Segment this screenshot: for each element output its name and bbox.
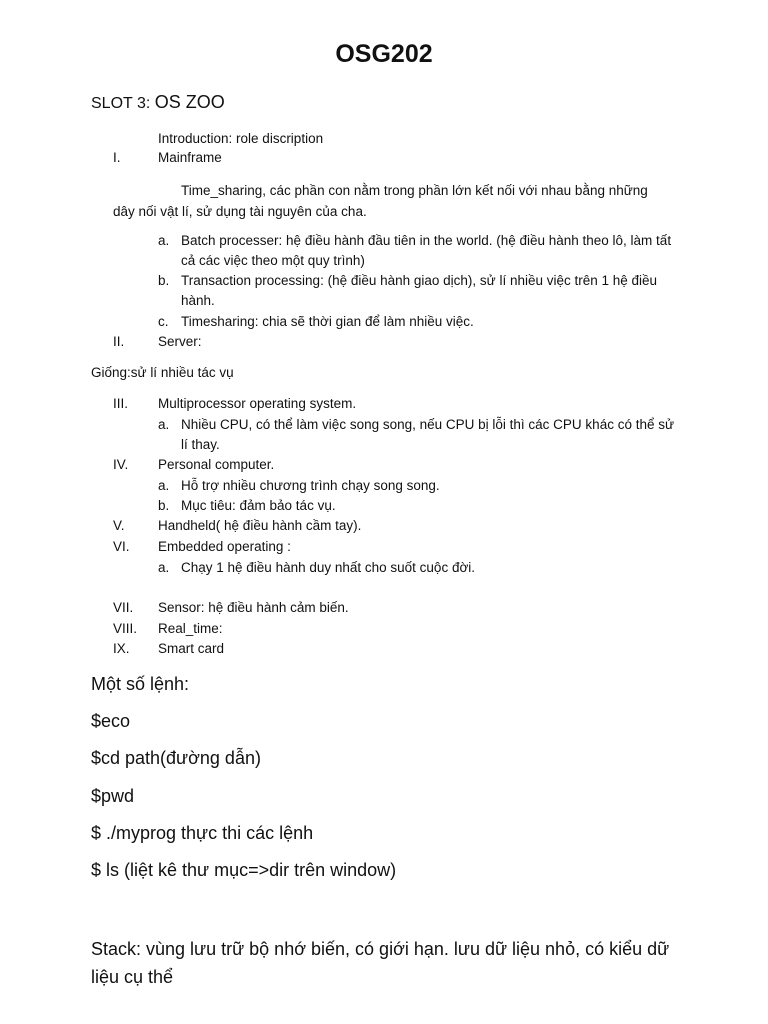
section-6-label: Embedded operating : [158, 539, 291, 554]
item-6a-letter: a. [158, 560, 170, 575]
item-1a-text: Batch processer: hệ điều hành đầu tiên in the world. (hệ điều hành theo lô, làm tất cả các việc theo một quy trình) [181, 233, 672, 268]
section-4-number: IV. [113, 457, 129, 472]
timesharing-paragraph: Time_sharing, các phần con nằm trong phần lớn kết nối với nhau bằng những dây nối vật lí, sử dụng tài nguyên của cha. [113, 183, 648, 219]
section-3-label: Multiprocessor operating system. [158, 396, 357, 411]
section-2-number: II. [113, 334, 125, 349]
command-line: $pwd [91, 786, 135, 806]
item-1b-letter: b. [158, 273, 170, 288]
intro-line: Introduction: role discription [158, 131, 324, 146]
item-6a-text: Chạy 1 hệ điều hành duy nhất cho suốt cuộc đời. [181, 560, 476, 575]
section-8-number: VIII. [113, 621, 138, 636]
section-8-label: Real_time: [158, 621, 223, 636]
document-title: OSG202 [335, 40, 433, 68]
slot-prefix: SLOT 3: [91, 95, 155, 112]
section-9-number: IX. [113, 641, 130, 656]
item-1b-text: Transaction processing: (hệ điều hành giao dịch), sử lí nhiều việc trên 1 hệ điều hành. [181, 273, 658, 308]
section-1-label: Mainframe [158, 150, 222, 165]
item-3a-letter: a. [158, 417, 170, 432]
slot-name: OS ZOO [154, 92, 225, 112]
stack-paragraph: Stack: vùng lưu trữ bộ nhớ biến, có giới hạn. lưu dữ liệu nhỏ, có kiểu dữ liệu cụ thể [91, 939, 670, 987]
command-line: $ ls (liệt kê thư mục=>dir trên window) [91, 860, 397, 880]
item-1a-letter: a. [158, 233, 170, 248]
section-7-label: Sensor: hệ điều hành cảm biến. [158, 600, 349, 615]
section-3-number: III. [113, 396, 129, 411]
section-9-label: Smart card [158, 641, 225, 656]
item-1c-letter: c. [158, 314, 169, 329]
section-5-number: V. [113, 518, 125, 533]
slot-heading [91, 92, 225, 113]
item-4b-letter: b. [158, 498, 170, 513]
section-7-number: VII. [113, 600, 134, 615]
command-line: $cd path(đường dẫn) [91, 748, 261, 768]
command-line: $eco [91, 711, 131, 731]
section-2-label: Server: [158, 334, 202, 349]
item-4a-text: Hỗ trợ nhiều chương trình chạy song song. [181, 478, 440, 493]
item-4b-text: Mục tiêu: đảm bảo tác vụ. [181, 498, 336, 513]
item-1c-text: Timesharing: chia sẽ thời gian để làm nhiều việc. [181, 314, 474, 329]
command-line: $ ./myprog thực thi các lệnh [91, 823, 314, 843]
commands-heading: Một số lệnh: [91, 674, 190, 694]
section-1-number: I. [113, 150, 121, 165]
section-6-number: VI. [113, 539, 130, 554]
item-3a-text: Nhiều CPU, có thể làm việc song song, nếu CPU bị lỗi thì các CPU khác có thể sử lí thay. [181, 417, 675, 452]
giong-line: Giống:sử lí nhiều tác vụ [91, 365, 234, 380]
section-4-label: Personal computer. [158, 457, 275, 472]
section-5-label: Handheld( hệ điều hành cầm tay). [158, 518, 362, 533]
item-4a-letter: a. [158, 478, 170, 493]
